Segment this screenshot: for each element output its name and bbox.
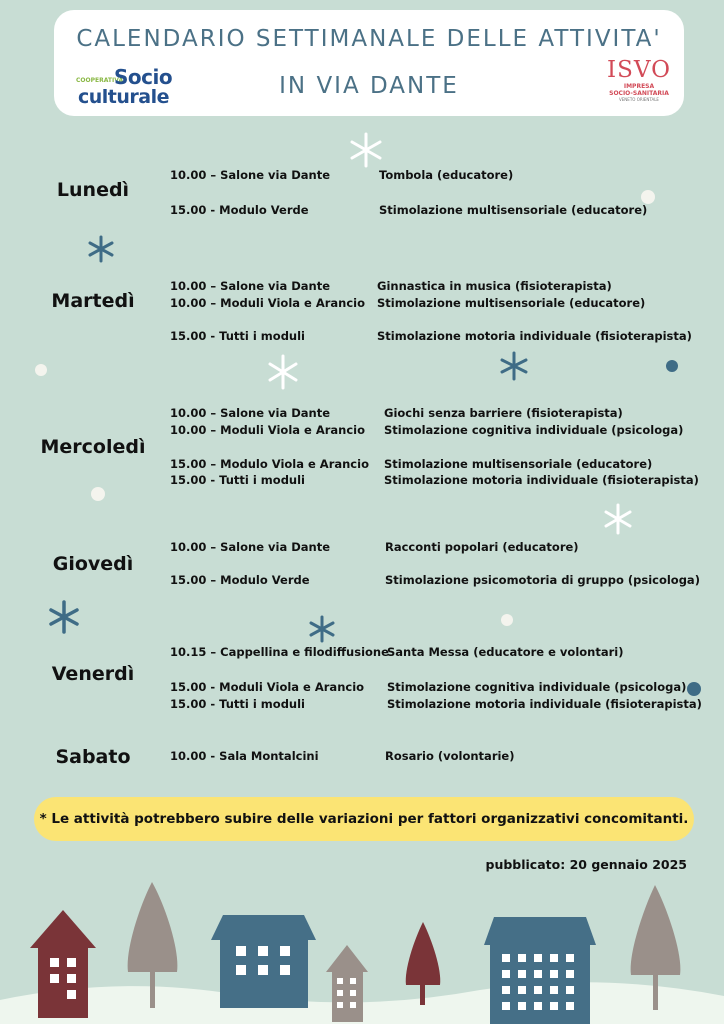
day-label: Sabato <box>55 746 131 768</box>
schedule-activity: Stimolazione multisensoriale (educatore) <box>379 203 648 217</box>
house-icon <box>30 910 96 1018</box>
schedule-time: 10.15 – Cappellina e filodiffusione <box>170 645 389 659</box>
dot-icon <box>35 364 47 376</box>
schedule-activity: Stimolazione cognitiva individuale (psicologa) <box>384 423 684 437</box>
schedule-activity: Stimolazione psicomotoria di gruppo (psicologa) <box>385 573 700 587</box>
schedule-activity: Stimolazione motoria individuale (fisioterapista) <box>387 697 702 711</box>
day-label: Martedì <box>51 290 135 312</box>
snowflake-icon <box>502 353 526 379</box>
schedule-time: 10.00 – Moduli Viola e Arancio <box>170 423 366 437</box>
schedule-time: 10.00 – Salone via Dante <box>170 279 331 293</box>
schedule-activity: Tombola (educatore) <box>379 168 514 182</box>
schedule-time: 10.00 – Salone via Dante <box>170 168 331 182</box>
dot-icon <box>687 682 701 696</box>
day-label: Venerdì <box>51 663 135 685</box>
day-label: Lunedì <box>56 179 130 201</box>
snowflake-icon <box>352 134 380 166</box>
schedule-activity: Rosario (volontarie) <box>385 749 515 763</box>
isvo-logo: ISVO IMPRESA SOCIO-SANITARIA VENETO ORIENTALE <box>607 57 671 102</box>
dot-icon <box>641 190 655 204</box>
snowflake-icon <box>270 356 296 388</box>
schedule-activity: Ginnastica in musica (fisioterapista) <box>377 279 612 293</box>
schedule-activity: Stimolazione cognitiva individuale (psicologa) <box>387 680 687 694</box>
day-label: Giovedì <box>52 553 134 575</box>
snowflake-icon <box>51 602 77 632</box>
header-card: CALENDARIO SETTIMANALE DELLE ATTIVITA' IN VIA DANTE COOPERATIVA Socio culturale ISVO IMPRESA SOCIO-SANITARIA VENETO ORIENTALE <box>54 10 684 116</box>
schedule-time: 15.00 - Modulo Verde <box>170 203 309 217</box>
schedule-time: 15.00 - Tutti i moduli <box>170 473 305 487</box>
schedule-time: 10.00 - Sala Montalcini <box>170 749 319 763</box>
snowflake-icon <box>311 617 333 641</box>
dot-icon <box>666 360 678 372</box>
schedule-activity: Stimolazione motoria individuale (fisioterapista) <box>377 329 692 343</box>
house-icon <box>326 945 368 1022</box>
schedule-time: 15.00 - Tutti i moduli <box>170 697 305 711</box>
dot-icon <box>501 614 513 626</box>
schedule-activity: Stimolazione multisensoriale (educatore) <box>377 296 646 310</box>
house-icon <box>211 915 316 1008</box>
page-title: CALENDARIO SETTIMANALE DELLE ATTIVITA' <box>76 26 662 52</box>
schedule-activity: Racconti popolari (educatore) <box>385 540 579 554</box>
page-subtitle: IN VIA DANTE <box>279 73 459 99</box>
disclaimer-note: * Le attività potrebbero subire delle variazioni per fattori organizzativi concomitanti. <box>34 797 694 841</box>
house-icon <box>484 917 596 1024</box>
snowflake-icon <box>90 237 112 261</box>
schedule-activity: Stimolazione multisensoriale (educatore) <box>384 457 653 471</box>
schedule-time: 15.00 - Tutti i moduli <box>170 329 305 343</box>
schedule-activity: Giochi senza barriere (fisioterapista) <box>384 406 623 420</box>
schedule-time: 15.00 - Moduli Viola e Arancio <box>170 680 365 694</box>
snowflake-icon <box>606 505 630 533</box>
dot-icon <box>91 487 105 501</box>
schedule-activity: Santa Messa (educatore e volontari) <box>387 645 624 659</box>
schedule-time: 10.00 – Moduli Viola e Arancio <box>170 296 366 310</box>
schedule-time: 10.00 – Salone via Dante <box>170 406 331 420</box>
tree-icon <box>406 922 441 1005</box>
published-date: pubblicato: 20 gennaio 2025 <box>485 857 687 872</box>
schedule-time: 15.00 – Modulo Verde <box>170 573 310 587</box>
day-label: Mercoledì <box>40 436 146 458</box>
schedule-time: 15.00 – Modulo Viola e Arancio <box>170 457 369 471</box>
schedule-activity: Stimolazione motoria individuale (fisioterapista) <box>384 473 699 487</box>
schedule-time: 10.00 – Salone via Dante <box>170 540 331 554</box>
